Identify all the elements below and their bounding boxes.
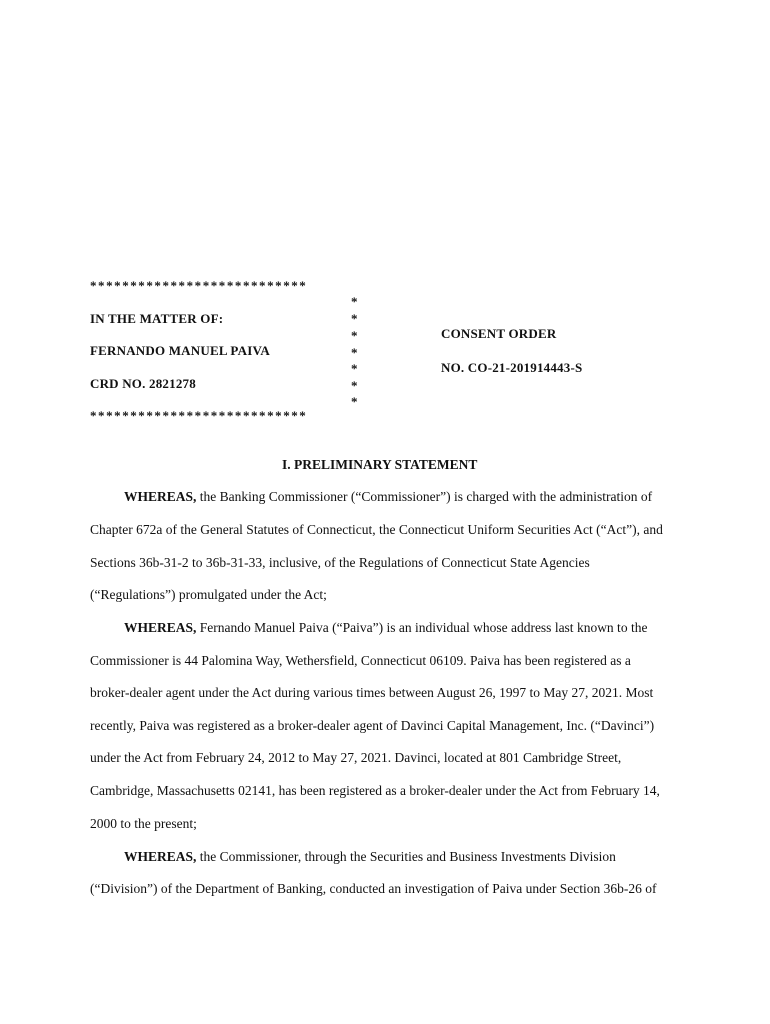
paragraph-line: Cambridge, Massachusetts 02141, has been registered as a broker-dealer under the Act from February 14, [90,783,660,798]
paragraph-text: the Banking Commissioner (“Commissioner”) is charged with the administration of [196,489,653,504]
in-the-matter-of-label: IN THE MATTER OF: [90,311,224,326]
whereas-lead: WHEREAS, [124,489,197,504]
section-heading: I. PRELIMINARY STATEMENT [282,457,478,472]
paragraph-line: under the Act from February 24, 2012 to May 27, 2021. Davinci, located at 801 Cambridge Street, [90,750,622,765]
paragraph-first-line [124,850,616,864]
paragraph-line: recently, Paiva was registered as a broker-dealer agent of Davinci Capital Management, Inc. (“Davinci”) [90,718,655,733]
paragraph-first-line [124,490,652,504]
caption-divider-star: * [351,378,358,393]
caption-border-top: *************************** [90,278,308,293]
paragraph-first-line [124,621,647,635]
paragraph-text: the Commissioner, through the Securities and Business Investments Division [196,849,616,864]
paragraph-line: 2000 to the present; [90,816,197,831]
paragraph-line: (“Division”) of the Department of Banking, conducted an investigation of Paiva under Section 36b-26 of [90,881,657,896]
paragraph-line: broker-dealer agent under the Act during various times between August 26, 1997 to May 27, 2021. Most [90,685,654,700]
caption-divider-star: * [351,294,358,309]
paragraph-line: Chapter 672a of the General Statutes of Connecticut, the Connecticut Uniform Securities Act (“Act”), and [90,522,663,537]
order-title: CONSENT ORDER [441,326,557,341]
paragraph-line: Sections 36b-31-2 to 36b-31-33, inclusive, of the Regulations of Connecticut State Agencies [90,555,590,570]
caption-divider-star: * [351,345,358,360]
crd-number: CRD NO. 2821278 [90,376,196,391]
respondent-name: FERNANDO MANUEL PAIVA [90,343,270,358]
order-number: NO. CO-21-201914443-S [441,360,583,375]
whereas-lead: WHEREAS, [124,620,197,635]
paragraph-text: Fernando Manuel Paiva (“Paiva”) is an individual whose address last known to the [196,620,648,635]
whereas-lead: WHEREAS, [124,849,197,864]
paragraph-line: Commissioner is 44 Palomina Way, Wethersfield, Connecticut 06109. Paiva has been registered as a [90,653,631,668]
caption-border-bottom: *************************** [90,408,308,423]
caption-divider-star: * [351,394,358,409]
caption-divider-star: * [351,361,358,376]
caption-divider-star: * [351,311,358,326]
paragraph-line: (“Regulations”) promulgated under the Act; [90,587,327,602]
caption-divider-star: * [351,328,358,343]
